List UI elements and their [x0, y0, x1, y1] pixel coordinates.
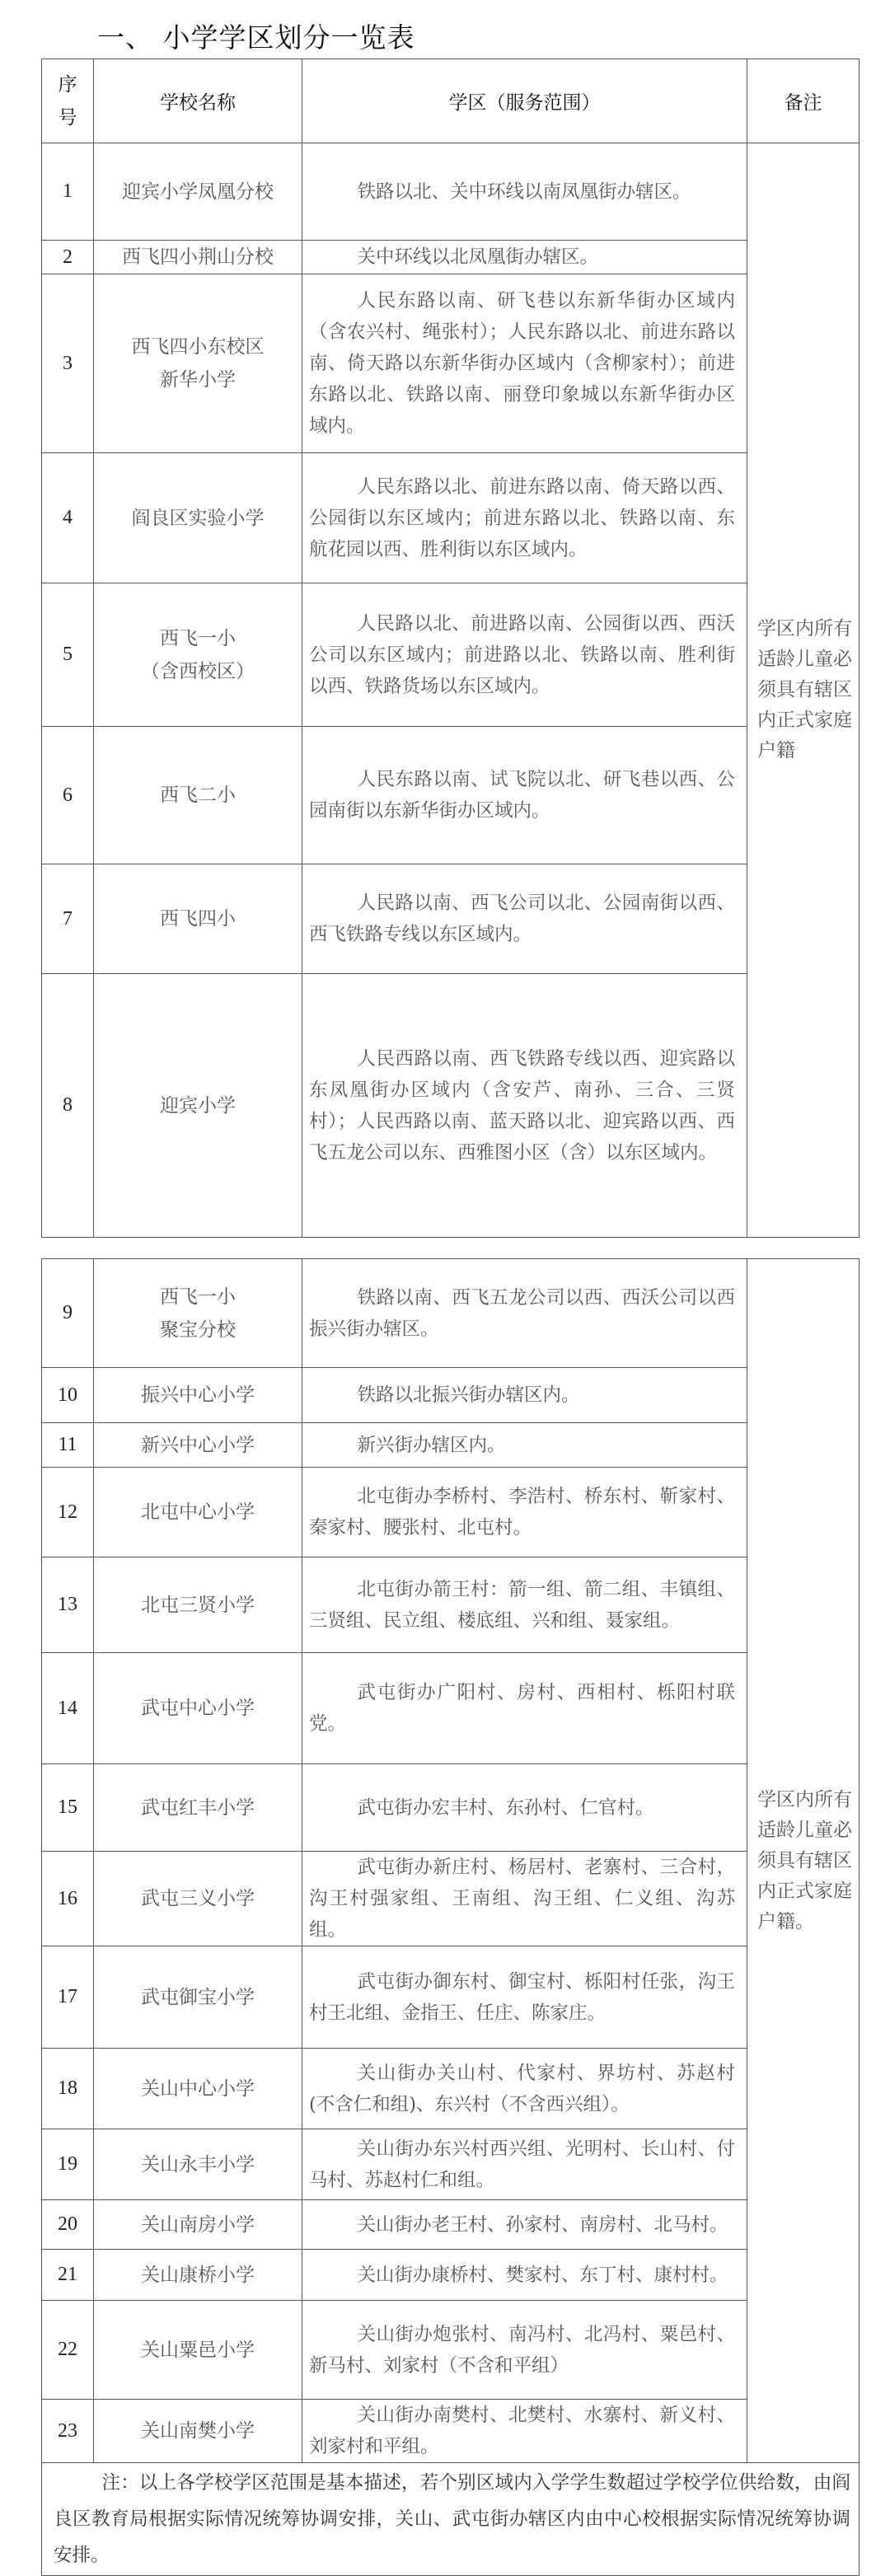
district-scope [302, 1946, 747, 2049]
row-number: 4 [42, 453, 94, 583]
table-row [42, 864, 860, 974]
header-district: 学区（服务范围） [302, 59, 747, 143]
district-scope-text: 北屯街办箭王村：箭一组、箭二组、丰镇组、三贤组、民立组、楼底组、兴和组、聂家组。 [309, 1578, 735, 1632]
district-scope [302, 1368, 747, 1423]
table-row [42, 1368, 860, 1423]
district-scope [302, 1259, 747, 1368]
district-scope [302, 2250, 747, 2301]
district-scope [302, 143, 747, 241]
district-scope-text: 武屯街办宏丰村、东孙村、仁官村。 [357, 1796, 654, 1819]
row-number: 18 [42, 2049, 94, 2129]
school-name-line: 武屯红丰小学 [141, 1796, 255, 1819]
school-name [94, 274, 302, 453]
school-name [94, 143, 302, 241]
district-scope [302, 727, 747, 864]
district-scope-text: 人民东路以北、前进东路以南、倚天路以西、公园街以东区域内；前进东路以北、铁路以南、东航花园以西、胜利街以东区域内。 [309, 475, 735, 560]
row-number: 20 [42, 2200, 94, 2250]
district-scope-text: 武屯街办广阳村、房村、西相村、栎阳村联党。 [309, 1682, 735, 1735]
district-scope [302, 1557, 747, 1653]
district-scope-text: 人民路以南、西飞公司以北、公园南街以西、西飞铁路专线以东区域内。 [309, 892, 735, 945]
header-school-name: 学校名称 [94, 59, 302, 143]
school-name [94, 1259, 302, 1368]
district-scope-text: 关山街办关山村、代家村、界坊村、苏赵村(不含仁和组)、东兴村（不含西兴组）。 [309, 2062, 735, 2115]
school-name [94, 1653, 302, 1764]
table-row [42, 1557, 860, 1653]
table-row [42, 274, 860, 453]
school-name-line: 西飞一小 [160, 1286, 236, 1308]
row-number: 17 [42, 1946, 94, 2049]
row-number: 15 [42, 1764, 94, 1852]
district-scope-text: 人民路以北、前进路以南、公园街以西、西沃公司以东区域内；前进路以北、铁路以南、胜利街以西、铁路货场以东区域内。 [309, 612, 735, 697]
district-scope [302, 1764, 747, 1852]
school-name [94, 453, 302, 583]
district-scope [302, 2129, 747, 2200]
school-name [94, 1764, 302, 1852]
district-scope [302, 1423, 747, 1468]
district-scope-text: 新兴街办辖区内。 [357, 1434, 506, 1456]
school-name-line: （含西校区） [141, 660, 255, 682]
school-name [94, 1468, 302, 1557]
school-name-line: 阎良区实验小学 [131, 507, 265, 529]
school-name-line: 西飞四小荆山分校 [122, 246, 274, 268]
district-scope-text: 人民东路以南、试飞院以北、研飞巷以西、公园南街以东新华街办区域内。 [309, 769, 735, 822]
table-row [42, 241, 860, 274]
row-number: 16 [42, 1852, 94, 1946]
district-scope [302, 974, 747, 1238]
table-row [42, 727, 860, 864]
table-row [42, 453, 860, 583]
district-scope [302, 864, 747, 974]
district-scope [302, 1852, 747, 1946]
footnote-text: 注：以上各学校学区范围是基本描述，若个别区域内入学学生数超过学校学位供给数，由阎良区教育局根据实际情况统筹协调安排，关山、武屯街办辖区内由中心校根据实际情况统筹协调安排。 [54, 2472, 850, 2566]
school-name-line: 振兴中心小学 [141, 1384, 255, 1406]
table-row [42, 1852, 860, 1946]
district-scope-text: 武屯街办御东村、御宝村、栎阳村任张，沟王村王北组、金指王、任庄、陈家庄。 [309, 1970, 735, 2024]
school-name-line: 北屯中心小学 [141, 1501, 255, 1523]
district-scope-text: 关山街办炮张村、南冯村、北冯村、粟邑村、新马村、刘家村（不含和平组） [309, 2323, 735, 2377]
table-row [42, 2049, 860, 2129]
school-name [94, 2250, 302, 2301]
page-title: 一、 小学学区划分一览表 [97, 21, 415, 54]
table-row [42, 2400, 860, 2463]
school-name-line: 迎宾小学凤凰分校 [122, 180, 274, 203]
table-header-row [42, 59, 860, 143]
row-number: 8 [42, 974, 94, 1238]
remark-cell: 学区内所有适龄儿童必须具有辖区内正式家庭户籍 [747, 143, 860, 1238]
school-name [94, 1946, 302, 2049]
school-name-line: 北屯三贤小学 [141, 1594, 255, 1616]
row-number: 21 [42, 2250, 94, 2301]
school-name-line: 迎宾小学 [160, 1094, 236, 1117]
school-name [94, 2200, 302, 2250]
footnote-cell [42, 2463, 860, 2576]
row-number: 3 [42, 274, 94, 453]
school-name [94, 1368, 302, 1423]
header-no: 序号 [42, 59, 94, 143]
table-row [42, 143, 860, 241]
school-name [94, 2400, 302, 2463]
school-name-line: 武屯中心小学 [141, 1698, 255, 1719]
district-scope-text: 关中环线以北凤凰街办辖区。 [357, 246, 599, 268]
district-scope-text: 北屯街办李桥村、李浩村、桥东村、靳家村、秦家村、腰张村、北屯村。 [309, 1486, 735, 1539]
table-row [42, 1764, 860, 1852]
school-name-line: 武屯御宝小学 [141, 1986, 255, 2008]
row-number: 6 [42, 727, 94, 864]
district-scope-text: 铁路以北、关中环线以南凤凰街办辖区。 [357, 180, 691, 203]
school-name-line: 西飞四小东校区 [131, 336, 265, 358]
school-name-line: 关山粟邑小学 [141, 2339, 255, 2361]
school-name-line: 关山康桥小学 [141, 2264, 255, 2286]
district-scope [302, 274, 747, 453]
school-name [94, 2129, 302, 2200]
table-row [42, 2301, 860, 2400]
row-number: 9 [42, 1259, 94, 1368]
table-row [42, 1946, 860, 2049]
row-number: 1 [42, 143, 94, 241]
row-number: 7 [42, 864, 94, 974]
school-name-line: 聚宝分校 [160, 1318, 236, 1341]
district-scope [302, 453, 747, 583]
school-name [94, 241, 302, 274]
district-scope-text: 人民东路以南、研飞巷以东新华街办区域内（含农兴村、绳张村）；人民东路以北、前进东路以南、倚天路以东新华街办区域内（含柳家村）；前进东路以北、铁路以南、丽登印象城以东新华街办区域内。 [309, 290, 735, 437]
district-scope [302, 2200, 747, 2250]
school-name-line: 关山南房小学 [141, 2213, 255, 2236]
school-name [94, 727, 302, 864]
footnote-row [42, 2463, 860, 2576]
school-name-line: 关山南樊小学 [141, 2420, 255, 2442]
table-row [42, 1653, 860, 1764]
table-row [42, 2129, 860, 2200]
row-number: 12 [42, 1468, 94, 1557]
district-scope [302, 241, 747, 274]
district-scope-text: 人民西路以南、西飞铁路专线以西、迎宾路以东凤凰街办区域内（含安芦、南孙、三合、三贤村）；人民西路以南、蓝天路以北、迎宾路以西、西飞五龙公司以东、西雅图小区（含）以东区域内。 [309, 1047, 735, 1164]
table-row [42, 2250, 860, 2301]
district-scope [302, 1468, 747, 1557]
school-name [94, 1852, 302, 1946]
row-number: 5 [42, 583, 94, 727]
table-row [42, 2200, 860, 2250]
row-number: 23 [42, 2400, 94, 2463]
school-name [94, 2301, 302, 2400]
district-scope-text: 铁路以南、西飞五龙公司以西、西沃公司以西振兴街办辖区。 [309, 1286, 735, 1340]
district-scope-text: 武屯街办新庄村、杨居村、老寨村、三合村，沟王村强家组、王南组、沟王组、仁义组、沟苏组。 [309, 1857, 735, 1941]
school-name-line: 新华小学 [160, 369, 236, 391]
district-scope-text: 铁路以北振兴街办辖区内。 [357, 1384, 580, 1406]
school-name [94, 974, 302, 1238]
table-row [42, 583, 860, 727]
row-number: 13 [42, 1557, 94, 1653]
row-number: 2 [42, 241, 94, 274]
remark-cell: 学区内所有适龄儿童必须具有辖区内正式家庭户籍。 [747, 1259, 860, 2463]
school-district-table-1 [41, 59, 860, 1238]
district-scope-text: 关山街办东兴村西兴组、光明村、长山村、付马村、苏赵村仁和组。 [309, 2138, 735, 2191]
school-name [94, 1423, 302, 1468]
table-row [42, 1259, 860, 1368]
school-name-line: 西飞四小 [160, 908, 236, 930]
school-name-line: 关山中心小学 [141, 2077, 255, 2100]
district-scope-text: 关山街办南樊村、北樊村、水寨村、新义村、刘家村和平组。 [309, 2405, 735, 2457]
district-scope-text: 关山街办康桥村、樊家村、东丁村、康村村。 [357, 2264, 728, 2286]
school-name-line: 关山永丰小学 [141, 2153, 255, 2176]
district-scope [302, 2301, 747, 2400]
school-name [94, 2049, 302, 2129]
table-row [42, 974, 860, 1238]
school-name [94, 864, 302, 974]
district-scope [302, 2049, 747, 2129]
table-row [42, 1468, 860, 1557]
district-scope [302, 583, 747, 727]
row-number: 22 [42, 2301, 94, 2400]
table-row [42, 1423, 860, 1468]
district-scope [302, 1653, 747, 1764]
school-name [94, 1557, 302, 1653]
school-name-line: 武屯三义小学 [141, 1888, 255, 1909]
row-number: 19 [42, 2129, 94, 2200]
school-district-table-2 [41, 1258, 860, 2576]
row-number: 10 [42, 1368, 94, 1423]
school-name-line: 西飞二小 [160, 785, 236, 806]
header-remark: 备注 [747, 59, 860, 143]
district-scope [302, 2400, 747, 2463]
school-name [94, 583, 302, 727]
school-name-line: 新兴中心小学 [141, 1434, 255, 1456]
district-scope-text: 关山街办老王村、孙家村、南房村、北马村。 [357, 2213, 728, 2236]
row-number: 14 [42, 1653, 94, 1764]
school-name-line: 西飞一小 [160, 627, 236, 649]
row-number: 11 [42, 1423, 94, 1468]
